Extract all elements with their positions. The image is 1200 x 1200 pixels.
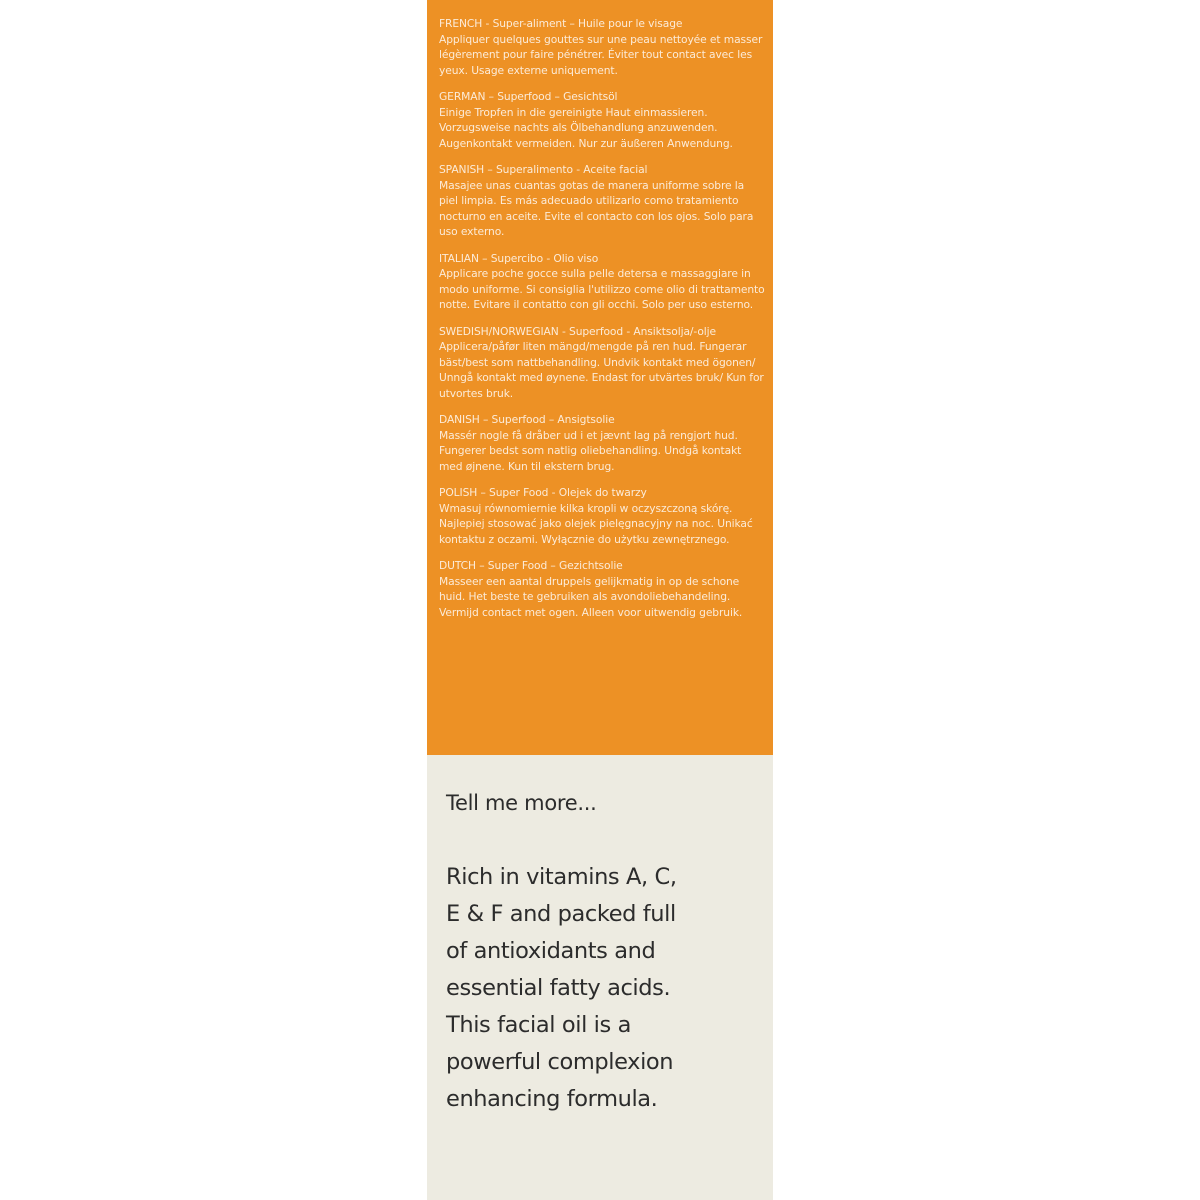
- instruction-heading: ITALIAN – Supercibo - Olio viso: [439, 251, 599, 265]
- instruction-heading: SWEDISH/NORWEGIAN - Superfood - Ansiktsolja/-olje: [439, 324, 717, 338]
- instruction-section-german: [439, 89, 765, 151]
- instruction-body: Applicera/påfør liten mängd/mengde på ren hud. Fungerar bäst/best som nattbehandling. Undvik kontakt med ögonen/ Unngå kontakt med øynene. Endast for utvärtes bruk/ Kun for utvortes bruk.: [439, 340, 764, 400]
- instruction-body: Appliquer quelques gouttes sur une peau nettoyée et masser légèrement pour faire pénétrer. Éviter tout contact avec les yeux. Usage externe uniquement.: [439, 32, 763, 77]
- description-line: E & F and packed full: [446, 901, 676, 927]
- instruction-body: Masseer een aantal druppels gelijkmatig in op de schone huid. Het beste te gebruiken als avondoliebehandeling. Vermijd contact met ogen. Alleen voor uitwendig gebruik.: [439, 574, 743, 619]
- instruction-heading: POLISH – Super Food - Olejek do twarzy: [439, 486, 647, 499]
- tell-me-more-panel: [427, 755, 773, 1200]
- instruction-section-dutch: [439, 558, 765, 620]
- instruction-section-spanish: [439, 162, 765, 240]
- description-line: This facial oil is a: [446, 1012, 631, 1038]
- instruction-section-danish: [439, 412, 765, 474]
- tell-me-more-description: [446, 859, 753, 1118]
- instruction-body: Einige Tropfen in die gereinigte Haut einmassieren. Vorzugsweise nachts als Ölbehandlung anzuwenden. Augenkontakt vermeiden. Nur zur äußeren Anwendung.: [439, 105, 733, 150]
- instruction-heading: FRENCH - Super-aliment – Huile pour le visage: [439, 17, 683, 30]
- instruction-body: Masajee unas cuantas gotas de manera uniforme sobre la piel limpia. Es más adecuado utilizarlo como tratamiento nocturno en aceite. Evite el contacto con los ojos. Solo para uso externo.: [439, 178, 754, 238]
- instruction-body: Wmasuj równomiernie kilka kropli w oczyszczoną skórę. Najlepiej stosować jako olejek pielęgnacyjny na noc. Unikać kontaktu z oczami. Wyłącznie do użytku zewnętrznego.: [439, 501, 753, 546]
- instruction-heading: SPANISH – Superalimento - Aceite facial: [439, 163, 648, 176]
- instruction-section-french: [439, 16, 765, 78]
- instruction-section-polish: [439, 485, 765, 547]
- multilingual-instructions-panel: [427, 0, 773, 755]
- instruction-heading: DUTCH – Super Food – Gezichtsolie: [439, 559, 623, 572]
- instruction-section-swedish-norwegian: [439, 324, 765, 402]
- instruction-section-italian: [439, 251, 765, 313]
- description-line: enhancing formula.: [446, 1086, 658, 1112]
- product-box-side-panel: [427, 0, 773, 1200]
- instruction-body: Applicare poche gocce sulla pelle detersa e massaggiare in modo uniforme. Si consiglia l'utilizzo come olio di trattamento notte. Evitare il contatto con gli occhi. Solo per uso esterno.: [439, 267, 765, 311]
- description-line: essential fatty acids.: [446, 975, 671, 1001]
- instruction-heading: DANISH – Superfood – Ansigtsolie: [439, 413, 615, 426]
- description-line: powerful complexion: [446, 1049, 674, 1075]
- description-line: of antioxidants and: [446, 938, 656, 964]
- instruction-body: Massér nogle få dråber ud i et jævnt lag på rengjort hud. Fungerer bedst som natlig oliebehandling. Undgå kontakt med øjnene. Kun til ekstern brug.: [439, 428, 742, 473]
- description-line: Rich in vitamins A, C,: [446, 864, 677, 890]
- tell-me-more-title: Tell me more...: [446, 791, 597, 815]
- instruction-heading: GERMAN – Superfood – Gesichtsöl: [439, 90, 618, 103]
